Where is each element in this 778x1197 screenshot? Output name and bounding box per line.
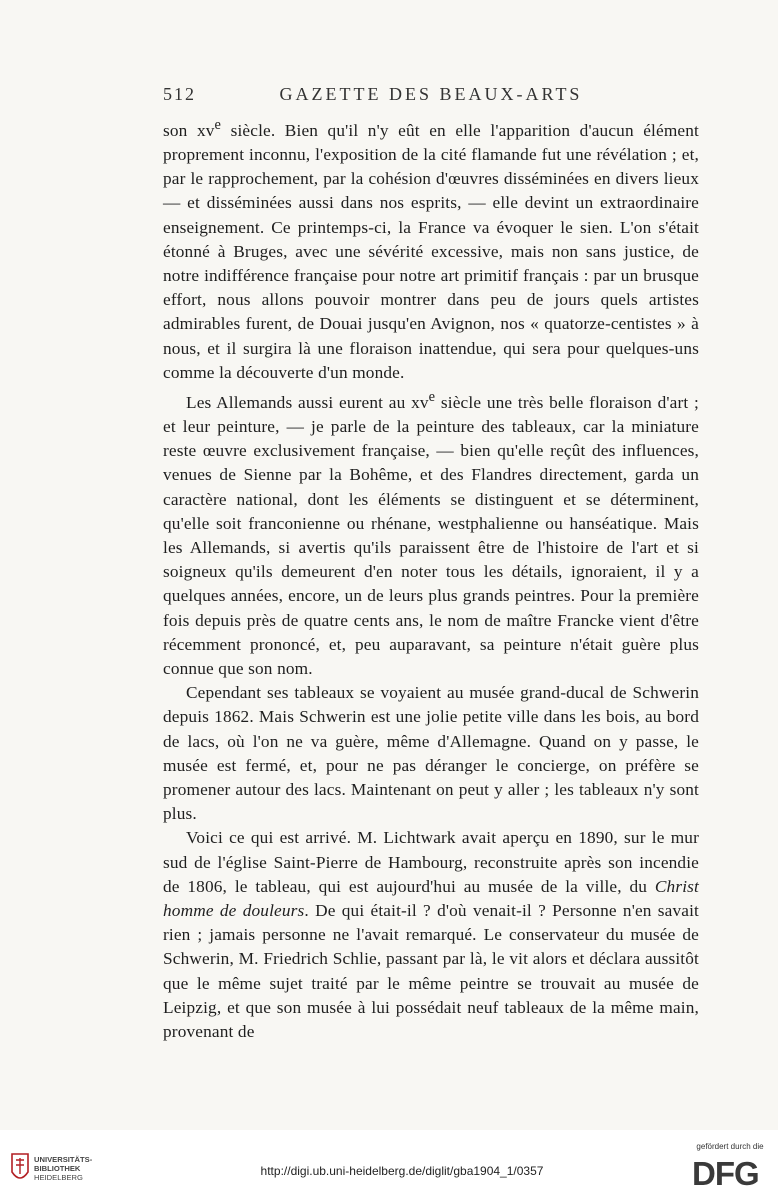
dfg-logo-icon: DFG [692,1155,759,1192]
funding-caption: gefördert durch die [696,1142,764,1151]
library-logo[interactable] [10,1152,106,1186]
paragraph-3: Cependant ses tableaux se voyaient au musée grand-ducal de Schwerin depuis 1862. Mais Schwerin est une jolie petite ville dans les bois, au bord de lacs, où l'on ne va guère, même d'Allemagne. Quand on y passe, le musée est fermé, et, pour ne pas déranger le concierge, on préfère se promener autour des lacs. Maintenant on peut y aller ; les tableaux n'y sont plus. [163,683,699,824]
library-name: UNIVERSITÄTS- BIBLIOTHEK HEIDELBERG [34,1155,93,1182]
page-number: 512 [163,84,196,104]
article-body [163,113,699,1044]
library-crest-icon [10,1152,30,1186]
funder-block[interactable] [690,1142,772,1196]
permalink-url[interactable]: http://digi.ub.uni-heidelberg.de/diglit/gba1904_1/0357 [260,1164,544,1178]
paragraph-2: Les Allemands aussi eurent au $xv^e$ siècle une très belle floraison d'art ; et leur peinture, — je parle de la peinture des tableaux, car la miniature reste œuvre exclusivement française, — bien qu'elle reçût des influences, venues de Sienne par la Bohême, et des Flandres directement, garda un caractère national, dont les éléments se distinguent et se déterminent, qu'elle soit franconienne ou rhénane, westphalienne ou hanséatique. Mais les Allemands, si avertis qu'ils paraissent être de l'histoire de l'art et si soigneux qu'ils demeurent d'en noter tous les détails, ignoraient, il y a quelques années, encore, un de leurs plus grands peintres. Pour la première fois depuis près de quatre cents ans, le nom de maître Francke vient d'être récemment prononcé, et, peu auparavant, sa peinture n'était guère plus connue que son nom. [163,389,699,678]
paragraph-1: son $xv^e$ siècle. Bien qu'il n'y eût en elle l'apparition d'aucun élément proprement inconnu, l'exposition de la cité flamande fut une révélation ; et, par le rapprochement, par la cohésion d'œuvres disséminées en divers lieux — et disséminées aussi dans nos esprits, — elle devint un extraordinaire enseignement. Ce printemps-ci, la France va évoquer le sien. L'on s'était étonné à Bruges, avec une sévérité excessive, mais non sans justice, de notre indifférence française pour notre art primitif français : par un brusque effort, nous allons pouvoir montrer dans peu de jours quels artistes admirables furent, de Douai jusqu'en Avignon, nos « quatorze-centistes » à nous, et il surgira là une floraison inattendue, qui sera pour quelques-uns comme la découverte d'un monde. [163,117,699,382]
running-title: GAZETTE DES BEAUX-ARTS [279,84,583,104]
digitization-footer [0,1130,778,1197]
artwork-title: Christ homme de douleurs [163,876,699,921]
paragraph-4: Voici ce qui est arrivé. M. Lichtwark avait aperçu en 1890, sur le mur sud de l'église Saint-Pierre de Hambourg, reconstruite après son incendie de 1806, le tableau, qui est aujourd'hui au musée de la ville, du Christ homme de douleurs. De qui était-il ? d'où venait-il ? Personne n'en savait rien ; jamais personne ne l'avait remarqué. Le conservateur du musée de Schwerin, M. Friedrich Schlie, passant par là, le vit alors et déclara aussitôt que le même sujet traité par le même peintre se trouvait au musée de Leipzig, et que son musée à lui possédait neuf tableaux de la même main, provenant de [163,828,699,1042]
page-header [163,84,699,108]
